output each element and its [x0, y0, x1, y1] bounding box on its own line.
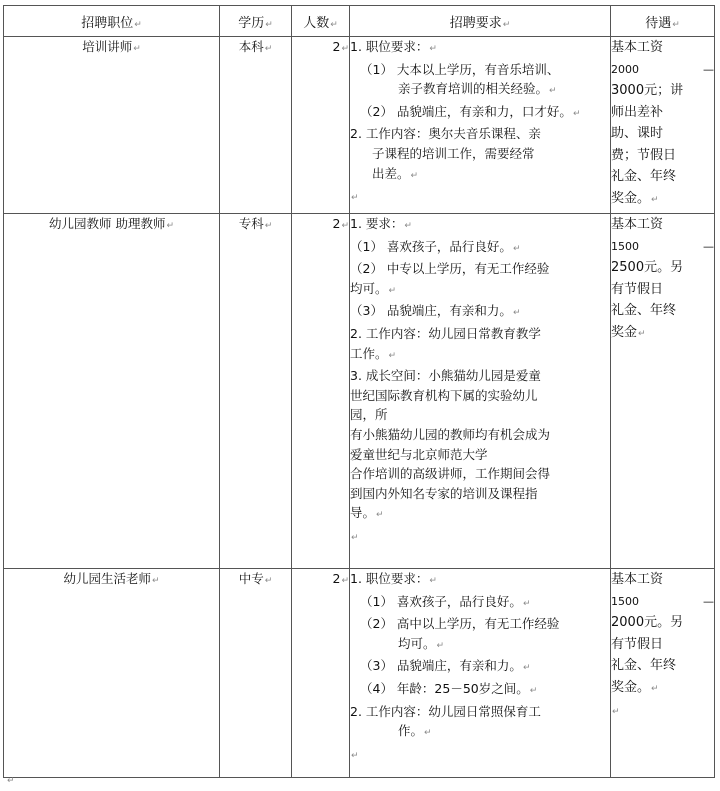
table-row	[4, 569, 715, 778]
requirement-line: 3. 成长空间：小熊猫幼儿园是爱童	[350, 368, 541, 384]
benefits-cell	[611, 214, 715, 569]
benefit-line: 奖金。↵	[611, 679, 659, 695]
requirement-line: 有小熊猫幼儿园的教师均有机会成为	[350, 426, 551, 442]
table-row	[4, 214, 715, 569]
requirements-cell	[350, 214, 611, 569]
paragraph-mark: ↵	[166, 221, 175, 231]
benefit-line: ↵	[612, 707, 620, 717]
paragraph-mark: ↵	[341, 576, 349, 586]
requirement-line: 到国内外知名专家的培训及课程指	[350, 485, 538, 501]
paragraph-mark: ↵	[7, 776, 15, 786]
requirement-line: 出差。↵	[372, 165, 419, 181]
paragraph-mark: ↵	[672, 19, 680, 30]
requirement-line: ↵	[351, 532, 359, 543]
education-cell: 专科↵	[220, 214, 292, 569]
recruitment-table	[3, 5, 715, 778]
header-count: 人数↵	[292, 6, 350, 37]
requirement-line: 世纪国际教育机构下属的实验幼儿	[350, 387, 538, 403]
benefit-line: 基本工资	[611, 572, 664, 587]
benefit-line: 1500 —	[611, 239, 714, 253]
benefit-line: 礼金、年终	[611, 303, 677, 318]
table-row	[4, 37, 715, 214]
requirement-line: （4） 年龄：25－50岁之间。↵	[360, 680, 538, 696]
paragraph-mark: ↵	[341, 44, 349, 54]
requirement-line: 均可。↵	[350, 280, 397, 296]
benefit-line: 2000元。另	[611, 615, 684, 630]
benefit-line: 奖金。↵	[611, 190, 659, 206]
requirement-line: 2. 工作内容：幼儿园日常照保育工	[350, 703, 541, 719]
benefit-line: 奖金↵	[611, 324, 646, 340]
paragraph-mark: ↵	[265, 19, 273, 30]
paragraph-mark: ↵	[330, 19, 338, 30]
paragraph-mark: ↵	[134, 19, 142, 30]
paragraph-mark: ↵	[341, 221, 349, 231]
benefit-line: 礼金、年终	[611, 658, 677, 673]
benefit-line: 基本工资	[611, 217, 664, 232]
position-cell: 幼儿园教师 助理教师↵	[4, 214, 220, 569]
paragraph-mark: ↵	[264, 44, 273, 54]
benefit-line: 基本工资	[611, 40, 664, 55]
requirement-line: （2） 品貌端庄，有亲和力，口才好。↵	[360, 103, 581, 119]
requirement-line: （1） 喜欢孩子，品行良好。↵	[360, 593, 531, 609]
benefit-line: 费；节假日	[611, 147, 677, 163]
benefit-line: 3000元；讲	[611, 83, 684, 98]
position-cell: 培训讲师↵	[4, 37, 220, 214]
requirement-line: 园，所	[350, 407, 388, 423]
count-cell: 2↵	[292, 214, 350, 569]
education-cell: 本科↵	[220, 37, 292, 214]
requirement-line: （3） 品貌端庄，有亲和力。↵	[350, 303, 521, 319]
requirement-line: （1） 喜欢孩子，品行良好。↵	[350, 238, 521, 254]
count-cell: 2↵	[292, 569, 350, 778]
requirement-line: 爱童世纪与北京师范大学	[350, 446, 488, 462]
position-cell: 幼儿园生活老师↵	[4, 569, 220, 778]
header-education: 学历↵	[220, 6, 292, 37]
requirement-line: 导。↵	[350, 505, 384, 521]
paragraph-mark: ↵	[151, 576, 160, 586]
benefit-line: 有节假日	[611, 281, 664, 297]
requirement-line: （2） 高中以上学历，有无工作经验	[360, 616, 560, 632]
requirement-line: 均可。↵	[398, 635, 445, 651]
requirement-line: 亲子教育培训的相关经验。↵	[398, 81, 557, 97]
requirement-line: 合作培训的高级讲师，工作期间会得	[350, 466, 551, 482]
education-cell: 中专↵	[220, 569, 292, 778]
benefit-line: 助、课时	[611, 126, 664, 141]
count-cell: 2↵	[292, 37, 350, 214]
benefit-line: 礼金、年终	[611, 169, 677, 184]
header-row	[4, 6, 715, 37]
requirement-line: ↵	[351, 750, 359, 761]
requirements-cell	[350, 569, 611, 778]
benefit-line: 2500元。另	[611, 260, 684, 275]
requirement-line: （3） 品貌端庄，有亲和力。↵	[360, 658, 531, 674]
benefits-cell	[611, 37, 715, 214]
requirement-line: 1. 职位要求：↵	[350, 571, 437, 586]
benefit-line: 2000 —	[611, 62, 714, 76]
requirement-line: 2. 工作内容：幼儿园日常教育教学	[350, 325, 541, 341]
benefit-line: 1500 —	[611, 594, 714, 608]
paragraph-mark: ↵	[502, 19, 511, 30]
requirement-line: 子课程的培训工作，需要经常	[372, 145, 535, 161]
requirement-line: 作。↵	[398, 723, 432, 739]
requirement-line: 2. 工作内容：奥尔夫音乐课程、亲	[350, 126, 541, 142]
paragraph-mark: ↵	[264, 576, 273, 586]
benefit-line: 师出差补	[611, 104, 664, 120]
requirement-line: 工作。↵	[350, 345, 397, 361]
requirement-line: 1. 职位要求：↵	[350, 39, 437, 54]
requirements-cell	[350, 37, 611, 214]
benefits-cell	[611, 569, 715, 778]
requirement-line: （2） 中专以上学历，有无工作经验	[350, 261, 550, 277]
header-position: 招聘职位↵	[4, 6, 220, 37]
header-benefits: 待遇↵	[611, 6, 715, 37]
requirement-line: ↵	[351, 193, 359, 204]
requirement-line: （1） 大本以上学历，有音乐培训、	[360, 61, 560, 77]
requirement-line: 1. 要求：↵	[350, 216, 412, 231]
paragraph-mark: ↵	[133, 44, 141, 54]
paragraph-mark: ↵	[264, 221, 273, 231]
header-requirements: 招聘要求↵	[350, 6, 611, 37]
benefit-line: 有节假日	[611, 636, 664, 652]
